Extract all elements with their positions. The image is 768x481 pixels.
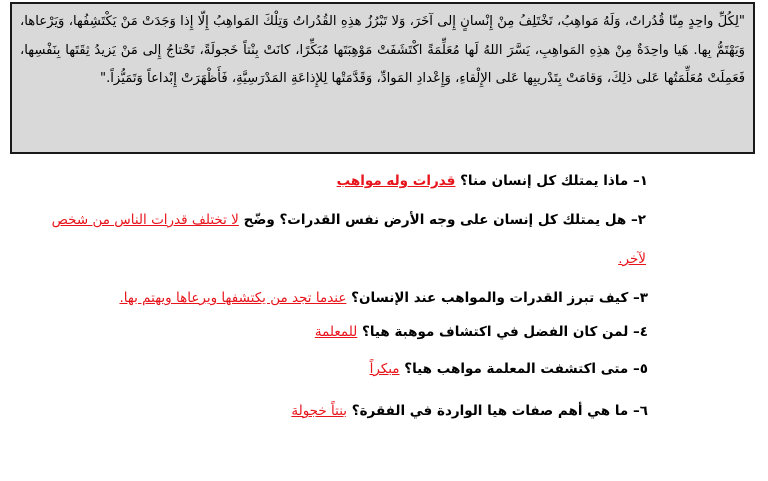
passage-text: "لِكُلِّ واحِدٍ مِنّا قُدُراتٌ، وَلَهُ مَواهِبُ، تَخْتَلِفُ مِنْ إِنْسانٍ إِلى آخَرَ، وَلا تَبْرُزُ هذِهِ القُدُراتُ وَتِلْكَ المَواهِبُ إِلّا إِذا وَجَدَتْ مَنْ يَكْتَشِفُها، وَيَرْعاها، وَيَهْتَمُّ بِها. هَيا واحِدَةٌ مِنْ هذِهِ المَواهِبِ، يَسَّرَ اللهُ لَها مُعَلِّمَةً اكْتَشَفَتْ مَوْهِبَتَها مُبَكِّرًا، كانَتْ بِنْتاً خَجولَةً، تَحْتاجُ إِلى مَنْ يَزيدُ ثِقَتَها بِنَفْسِها، فَعَمِلَتْ مُعَلِّمَتُها عَلى ذلِكَ، وَقامَتْ بِتَدْريبِها عَلى الإِلْقاءِ، وَإِعْدادِ المَوادِّ، وَقَدَّمَتْها لِلإِذاعَةِ المَدْرَسِيَّةِ، فَأَظْهَرَتْ إِبْداعاً وَتَمَيُّزاً." [20,14,745,86]
answer-text: عندما تجد من يكتشفها ويرعاها ويهتم بها. [119,290,347,306]
reading-passage [10,2,755,154]
answer-text: قدرات وله مواهب [336,173,456,189]
question-text: متى اكتشفت المعلمة مواهب هيا؟ [404,361,629,377]
answer-text: للمعلمة [314,324,358,340]
question-text: ما هي أهم صفات هيا الواردة في الفقرة؟ [351,403,629,419]
question-dash: – [628,361,640,377]
question-2 [52,210,646,230]
question-text: ماذا يمتلك كل إنسان منا؟ [460,173,629,189]
question-dash: – [626,212,638,228]
answer-text: بنتاً خجولة [291,403,348,419]
question-5 [370,359,648,379]
question-number: ٤ [639,324,648,340]
question-dash: – [628,290,640,306]
question-1 [337,171,648,191]
question-text: هل يمتلك كل إنسان على وجه الأرض نفس القدرات؟ وضّح [243,212,627,228]
question-3 [119,288,648,308]
question-dash: – [628,324,640,340]
question-number: ٥ [639,361,648,377]
question-4 [315,322,648,342]
answer-text: لا تختلف قدرات الناس من شخص [51,212,239,228]
question-6 [291,401,648,421]
answer-text: مبكراً [369,361,400,377]
question-number: ١ [639,173,648,189]
question-number: ٣ [639,290,648,306]
question-text: كيف تبرز القدرات والمواهب عند الإنسان؟ [351,290,629,306]
question-dash: – [628,173,640,189]
question-text: لمن كان الفضل في اكتشاف موهبة هيا؟ [361,324,629,340]
question-number: ٦ [639,403,648,419]
question-dash: – [628,403,640,419]
answer-continuation: لآخر. [618,251,646,267]
question-number: ٢ [637,212,646,228]
